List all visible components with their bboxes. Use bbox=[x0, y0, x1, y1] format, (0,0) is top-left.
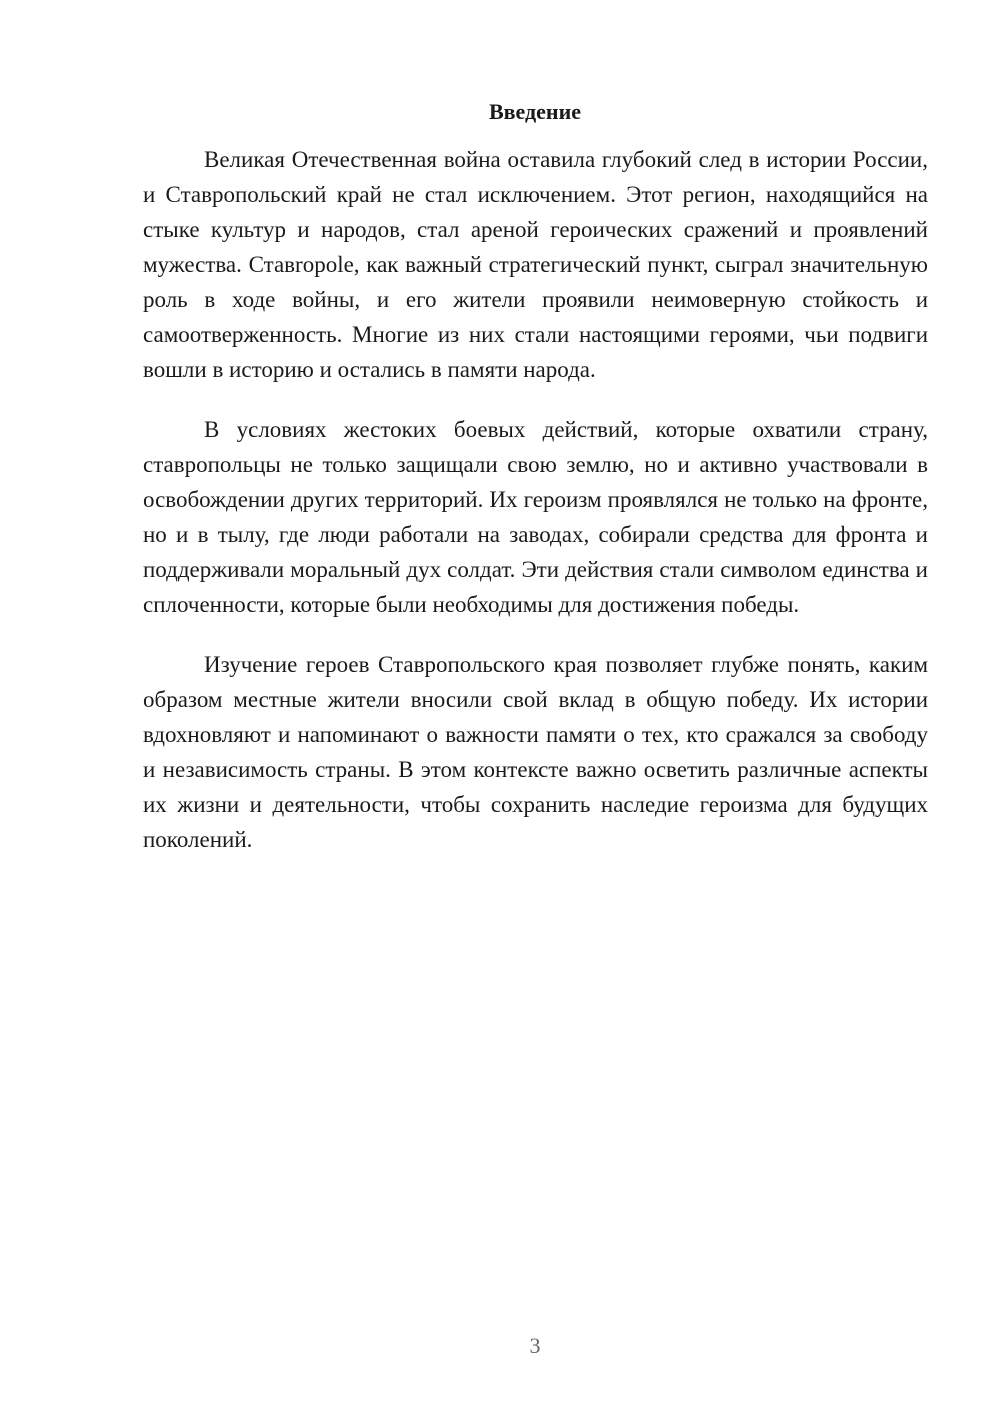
paragraph: Изучение героев Ставропольского края позволяет глубже понять, каким образом местные жители вносили свой вклад в общую победу. Их истории вдохновляют и напоминают о важности памяти о тех, кто сражался за свободу и независимость страны. В этом контексте важно осветить различные аспекты их жизни и деятельности, чтобы сохранить наследие героизма для будущих поколений. bbox=[143, 652, 928, 852]
body-text bbox=[143, 142, 928, 882]
section-title: Введение bbox=[488, 99, 582, 124]
paragraph: В условиях жестоких боевых действий, которые охватили страну, ставропольцы не только защищали свою землю, но и активно участвовали в освобождении других территорий. Их героизм проявлялся не только на фронте, но и в тылу, где люди работали на заводах, собирали средства для фронта и поддерживали моральный дух солдат. Эти действия стали символом единства и сплоченности, которые были необходимы для достижения победы. bbox=[143, 417, 928, 617]
paragraph: Великая Отечественная война оставила глубокий след в истории России, и Ставропольский край не стал исключением. Этот регион, находящийся на стыке культур и народов, стал ареной героических сражений и проявлений мужества. Ставropole, как важный стратегический пункт, сыграл значительную роль в ходе войны, и его жители проявили неимоверную стойкость и самоотверженность. Многие из них стали настоящими героями, чьи подвиги вошли в историю и остались в памяти народа. bbox=[143, 147, 928, 382]
page-number: 3 bbox=[529, 1333, 541, 1358]
